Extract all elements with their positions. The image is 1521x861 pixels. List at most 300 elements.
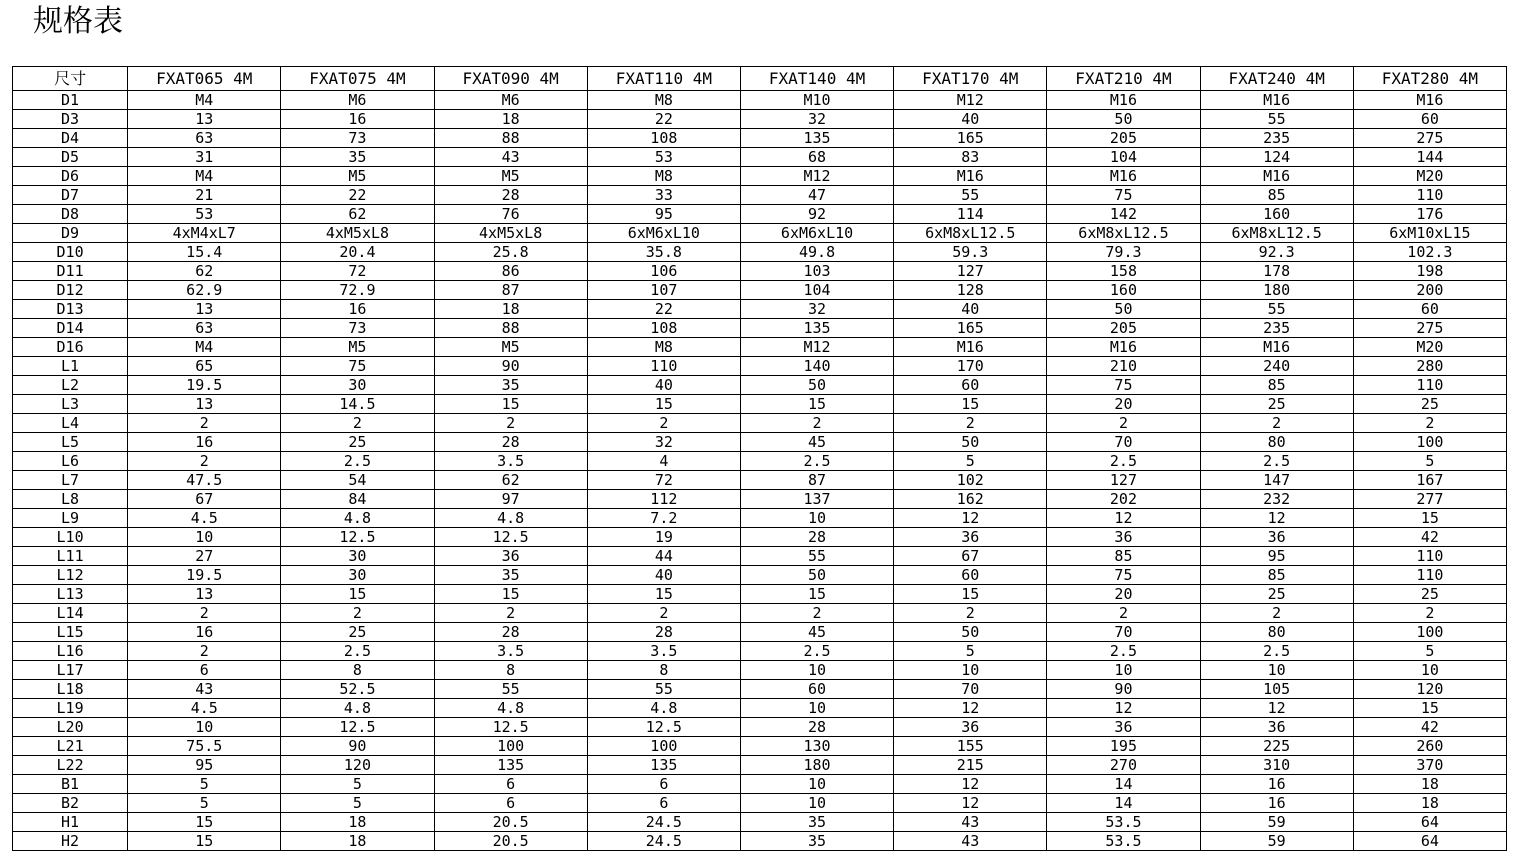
table-cell: 144 bbox=[1353, 148, 1506, 167]
row-label: L19 bbox=[13, 699, 128, 718]
table-row bbox=[13, 281, 1507, 300]
table-cell: 4.8 bbox=[434, 699, 587, 718]
row-label: H1 bbox=[13, 813, 128, 832]
table-cell: 28 bbox=[740, 528, 893, 547]
table-cell: 2 bbox=[740, 604, 893, 623]
table-row bbox=[13, 699, 1507, 718]
table-row bbox=[13, 661, 1507, 680]
table-row bbox=[13, 585, 1507, 604]
row-label: D13 bbox=[13, 300, 128, 319]
table-cell: 86 bbox=[434, 262, 587, 281]
table-row bbox=[13, 680, 1507, 699]
table-cell: 6xM8xL12.5 bbox=[1200, 224, 1353, 243]
table-cell: 12 bbox=[1047, 699, 1200, 718]
table-cell: 102 bbox=[894, 471, 1047, 490]
table-cell: 6 bbox=[434, 794, 587, 813]
table-cell: 12 bbox=[1047, 509, 1200, 528]
table-cell: 15 bbox=[740, 585, 893, 604]
table-cell: 2 bbox=[128, 604, 281, 623]
table-cell: 64 bbox=[1353, 832, 1506, 851]
row-label: B2 bbox=[13, 794, 128, 813]
table-cell: 135 bbox=[740, 319, 893, 338]
table-cell: M5 bbox=[434, 167, 587, 186]
row-label: D12 bbox=[13, 281, 128, 300]
table-cell: 155 bbox=[894, 737, 1047, 756]
table-cell: 100 bbox=[1353, 623, 1506, 642]
table-row bbox=[13, 319, 1507, 338]
table-cell: M12 bbox=[894, 91, 1047, 110]
table-cell: 6xM10xL15 bbox=[1353, 224, 1506, 243]
table-cell: 55 bbox=[434, 680, 587, 699]
table-cell: 32 bbox=[587, 433, 740, 452]
table-cell: 95 bbox=[1200, 547, 1353, 566]
table-cell: 80 bbox=[1200, 623, 1353, 642]
row-label: L15 bbox=[13, 623, 128, 642]
table-row bbox=[13, 547, 1507, 566]
column-header-model: FXAT090 4M bbox=[434, 67, 587, 91]
table-cell: 32 bbox=[740, 110, 893, 129]
table-cell: 100 bbox=[434, 737, 587, 756]
table-cell: 12 bbox=[894, 794, 1047, 813]
table-cell: 13 bbox=[128, 110, 281, 129]
table-cell: 2 bbox=[1200, 414, 1353, 433]
table-cell: 176 bbox=[1353, 205, 1506, 224]
column-header-dimension: 尺寸 bbox=[13, 67, 128, 91]
table-cell: 100 bbox=[1353, 433, 1506, 452]
table-cell: 2 bbox=[434, 414, 587, 433]
row-label: L8 bbox=[13, 490, 128, 509]
table-cell: 10 bbox=[740, 509, 893, 528]
table-cell: 8 bbox=[281, 661, 434, 680]
table-cell: 20 bbox=[1047, 395, 1200, 414]
row-label: D14 bbox=[13, 319, 128, 338]
table-cell: 18 bbox=[1353, 794, 1506, 813]
table-cell: 28 bbox=[587, 623, 740, 642]
table-cell: 62.9 bbox=[128, 281, 281, 300]
row-label: L10 bbox=[13, 528, 128, 547]
table-cell: 16 bbox=[128, 433, 281, 452]
table-cell: M10 bbox=[740, 91, 893, 110]
table-cell: 104 bbox=[740, 281, 893, 300]
table-cell: 2 bbox=[281, 604, 434, 623]
table-cell: M8 bbox=[587, 91, 740, 110]
table-cell: 36 bbox=[894, 718, 1047, 737]
table-row bbox=[13, 832, 1507, 851]
table-cell: 8 bbox=[587, 661, 740, 680]
row-label: D4 bbox=[13, 129, 128, 148]
table-cell: 178 bbox=[1200, 262, 1353, 281]
table-cell: 54 bbox=[281, 471, 434, 490]
table-cell: 198 bbox=[1353, 262, 1506, 281]
table-cell: 3.5 bbox=[434, 452, 587, 471]
row-label: L9 bbox=[13, 509, 128, 528]
column-header-model: FXAT110 4M bbox=[587, 67, 740, 91]
table-cell: 92.3 bbox=[1200, 243, 1353, 262]
table-cell: 15 bbox=[128, 813, 281, 832]
table-cell: 43 bbox=[128, 680, 281, 699]
table-cell: 110 bbox=[1353, 547, 1506, 566]
table-cell: 6xM8xL12.5 bbox=[894, 224, 1047, 243]
table-row bbox=[13, 395, 1507, 414]
table-cell: 2 bbox=[434, 604, 587, 623]
table-cell: 95 bbox=[128, 756, 281, 775]
table-cell: 59 bbox=[1200, 813, 1353, 832]
table-row bbox=[13, 91, 1507, 110]
table-row bbox=[13, 433, 1507, 452]
table-cell: 42 bbox=[1353, 718, 1506, 737]
table-cell: 5 bbox=[1353, 642, 1506, 661]
table-cell: 25 bbox=[281, 433, 434, 452]
table-cell: 20 bbox=[1047, 585, 1200, 604]
table-cell: 67 bbox=[894, 547, 1047, 566]
table-cell: 4.8 bbox=[281, 699, 434, 718]
table-cell: 31 bbox=[128, 148, 281, 167]
table-cell: 55 bbox=[1200, 300, 1353, 319]
table-cell: 50 bbox=[740, 566, 893, 585]
table-row bbox=[13, 604, 1507, 623]
table-cell: M16 bbox=[1200, 167, 1353, 186]
table-cell: 12 bbox=[894, 509, 1047, 528]
table-cell: 85 bbox=[1200, 566, 1353, 585]
table-cell: 2 bbox=[587, 604, 740, 623]
table-cell: 55 bbox=[1200, 110, 1353, 129]
table-cell: 106 bbox=[587, 262, 740, 281]
table-cell: 72 bbox=[587, 471, 740, 490]
table-cell: 2 bbox=[128, 642, 281, 661]
table-cell: 260 bbox=[1353, 737, 1506, 756]
table-row bbox=[13, 186, 1507, 205]
table-cell: 14 bbox=[1047, 794, 1200, 813]
table-cell: 16 bbox=[1200, 775, 1353, 794]
table-cell: 124 bbox=[1200, 148, 1353, 167]
table-cell: 15 bbox=[587, 585, 740, 604]
table-cell: 4.5 bbox=[128, 699, 281, 718]
table-cell: 280 bbox=[1353, 357, 1506, 376]
table-cell: 114 bbox=[894, 205, 1047, 224]
row-label: L5 bbox=[13, 433, 128, 452]
table-cell: 108 bbox=[587, 319, 740, 338]
table-cell: M6 bbox=[434, 91, 587, 110]
table-cell: 18 bbox=[434, 110, 587, 129]
table-cell: 108 bbox=[587, 129, 740, 148]
table-cell: 90 bbox=[281, 737, 434, 756]
table-cell: 195 bbox=[1047, 737, 1200, 756]
table-cell: 202 bbox=[1047, 490, 1200, 509]
table-cell: M12 bbox=[740, 338, 893, 357]
column-header-model: FXAT210 4M bbox=[1047, 67, 1200, 91]
row-label: L18 bbox=[13, 680, 128, 699]
table-cell: 15.4 bbox=[128, 243, 281, 262]
table-cell: 128 bbox=[894, 281, 1047, 300]
table-cell: 13 bbox=[128, 585, 281, 604]
table-cell: 21 bbox=[128, 186, 281, 205]
table-row bbox=[13, 509, 1507, 528]
row-label: D5 bbox=[13, 148, 128, 167]
table-cell: 4xM4xL7 bbox=[128, 224, 281, 243]
table-cell: 180 bbox=[740, 756, 893, 775]
table-cell: 25 bbox=[1200, 395, 1353, 414]
table-cell: 24.5 bbox=[587, 832, 740, 851]
table-row bbox=[13, 642, 1507, 661]
table-cell: 100 bbox=[587, 737, 740, 756]
row-label: D7 bbox=[13, 186, 128, 205]
row-label: L7 bbox=[13, 471, 128, 490]
table-cell: 20.4 bbox=[281, 243, 434, 262]
table-cell: 50 bbox=[1047, 110, 1200, 129]
table-cell: 370 bbox=[1353, 756, 1506, 775]
table-cell: 105 bbox=[1200, 680, 1353, 699]
table-cell: 3.5 bbox=[434, 642, 587, 661]
table-cell: M16 bbox=[894, 338, 1047, 357]
table-cell: 127 bbox=[1047, 471, 1200, 490]
table-cell: 33 bbox=[587, 186, 740, 205]
table-cell: 28 bbox=[434, 623, 587, 642]
table-cell: 92 bbox=[740, 205, 893, 224]
table-cell: 24.5 bbox=[587, 813, 740, 832]
table-cell: 110 bbox=[1353, 376, 1506, 395]
table-cell: 63 bbox=[128, 129, 281, 148]
table-cell: 40 bbox=[894, 300, 1047, 319]
table-cell: 59 bbox=[1200, 832, 1353, 851]
table-cell: 75 bbox=[1047, 186, 1200, 205]
table-cell: 15 bbox=[587, 395, 740, 414]
table-cell: 2 bbox=[740, 414, 893, 433]
table-cell: 15 bbox=[894, 585, 1047, 604]
table-cell: 140 bbox=[740, 357, 893, 376]
table-cell: M8 bbox=[587, 167, 740, 186]
table-cell: 60 bbox=[1353, 110, 1506, 129]
table-row bbox=[13, 737, 1507, 756]
table-cell: 25.8 bbox=[434, 243, 587, 262]
table-cell: 60 bbox=[894, 376, 1047, 395]
table-cell: 19.5 bbox=[128, 376, 281, 395]
table-cell: 65 bbox=[128, 357, 281, 376]
table-cell: M4 bbox=[128, 167, 281, 186]
table-cell: 158 bbox=[1047, 262, 1200, 281]
table-cell: 22 bbox=[587, 300, 740, 319]
table-cell: 15 bbox=[434, 585, 587, 604]
table-cell: M12 bbox=[740, 167, 893, 186]
row-label: L12 bbox=[13, 566, 128, 585]
row-label: D11 bbox=[13, 262, 128, 281]
table-cell: 79.3 bbox=[1047, 243, 1200, 262]
table-row bbox=[13, 167, 1507, 186]
table-cell: 12.5 bbox=[281, 718, 434, 737]
table-cell: 2 bbox=[894, 604, 1047, 623]
table-cell: 232 bbox=[1200, 490, 1353, 509]
table-cell: 235 bbox=[1200, 319, 1353, 338]
table-cell: 32 bbox=[740, 300, 893, 319]
table-cell: 215 bbox=[894, 756, 1047, 775]
table-cell: 130 bbox=[740, 737, 893, 756]
table-cell: 13 bbox=[128, 300, 281, 319]
row-label: B1 bbox=[13, 775, 128, 794]
table-cell: 135 bbox=[740, 129, 893, 148]
row-label: L6 bbox=[13, 452, 128, 471]
table-cell: 60 bbox=[1353, 300, 1506, 319]
table-cell: 85 bbox=[1047, 547, 1200, 566]
table-cell: 52.5 bbox=[281, 680, 434, 699]
table-cell: 45 bbox=[740, 623, 893, 642]
table-cell: 70 bbox=[1047, 623, 1200, 642]
table-header bbox=[13, 67, 1507, 91]
table-cell: 84 bbox=[281, 490, 434, 509]
table-cell: 59.3 bbox=[894, 243, 1047, 262]
table-cell: 127 bbox=[894, 262, 1047, 281]
table-cell: 90 bbox=[1047, 680, 1200, 699]
table-cell: 2 bbox=[894, 414, 1047, 433]
table-cell: M16 bbox=[1047, 167, 1200, 186]
table-cell: 62 bbox=[281, 205, 434, 224]
row-label: L16 bbox=[13, 642, 128, 661]
table-row bbox=[13, 243, 1507, 262]
table-cell: 205 bbox=[1047, 129, 1200, 148]
table-cell: 19 bbox=[587, 528, 740, 547]
table-row bbox=[13, 300, 1507, 319]
table-cell: 36 bbox=[1200, 718, 1353, 737]
table-cell: 36 bbox=[434, 547, 587, 566]
table-cell: 10 bbox=[1047, 661, 1200, 680]
table-cell: 60 bbox=[894, 566, 1047, 585]
table-cell: 25 bbox=[281, 623, 434, 642]
table-cell: 62 bbox=[434, 471, 587, 490]
table-cell: 2 bbox=[128, 452, 281, 471]
table-cell: 35.8 bbox=[587, 243, 740, 262]
table-cell: 88 bbox=[434, 129, 587, 148]
table-cell: 162 bbox=[894, 490, 1047, 509]
table-cell: 60 bbox=[740, 680, 893, 699]
table-cell: 55 bbox=[740, 547, 893, 566]
column-header-model: FXAT280 4M bbox=[1353, 67, 1506, 91]
table-cell: 10 bbox=[1200, 661, 1353, 680]
table-cell: 50 bbox=[894, 433, 1047, 452]
table-cell: 10 bbox=[740, 775, 893, 794]
row-label: D16 bbox=[13, 338, 128, 357]
table-cell: 35 bbox=[434, 376, 587, 395]
table-cell: 67 bbox=[128, 490, 281, 509]
table-cell: 10 bbox=[740, 661, 893, 680]
table-cell: 75 bbox=[1047, 566, 1200, 585]
table-cell: 88 bbox=[434, 319, 587, 338]
row-label: D6 bbox=[13, 167, 128, 186]
table-cell: 18 bbox=[281, 832, 434, 851]
table-cell: 103 bbox=[740, 262, 893, 281]
table-cell: M16 bbox=[894, 167, 1047, 186]
table-cell: 15 bbox=[894, 395, 1047, 414]
table-cell: M16 bbox=[1047, 91, 1200, 110]
column-header-model: FXAT170 4M bbox=[894, 67, 1047, 91]
table-row bbox=[13, 262, 1507, 281]
table-cell: M5 bbox=[434, 338, 587, 357]
table-cell: 53.5 bbox=[1047, 813, 1200, 832]
table-cell: 107 bbox=[587, 281, 740, 300]
table-cell: M5 bbox=[281, 338, 434, 357]
table-cell: 72.9 bbox=[281, 281, 434, 300]
table-cell: 36 bbox=[1047, 718, 1200, 737]
table-cell: 10 bbox=[128, 528, 281, 547]
table-cell: 40 bbox=[587, 376, 740, 395]
row-label: L21 bbox=[13, 737, 128, 756]
table-cell: 200 bbox=[1353, 281, 1506, 300]
table-cell: 22 bbox=[281, 186, 434, 205]
table-row bbox=[13, 357, 1507, 376]
table-cell: 40 bbox=[894, 110, 1047, 129]
column-header-model: FXAT065 4M bbox=[128, 67, 281, 91]
table-cell: 12 bbox=[894, 699, 1047, 718]
table-cell: M16 bbox=[1047, 338, 1200, 357]
row-label: L2 bbox=[13, 376, 128, 395]
table-cell: 110 bbox=[1353, 186, 1506, 205]
table-cell: 112 bbox=[587, 490, 740, 509]
row-label: D9 bbox=[13, 224, 128, 243]
table-cell: 170 bbox=[894, 357, 1047, 376]
table-cell: 10 bbox=[894, 661, 1047, 680]
table-row bbox=[13, 813, 1507, 832]
table-cell: 120 bbox=[1353, 680, 1506, 699]
table-cell: 40 bbox=[587, 566, 740, 585]
table-cell: 165 bbox=[894, 129, 1047, 148]
table-cell: 43 bbox=[894, 832, 1047, 851]
table-cell: 35 bbox=[740, 813, 893, 832]
table-cell: 14.5 bbox=[281, 395, 434, 414]
table-row bbox=[13, 205, 1507, 224]
table-cell: 240 bbox=[1200, 357, 1353, 376]
table-cell: 210 bbox=[1047, 357, 1200, 376]
table-row bbox=[13, 471, 1507, 490]
table-cell: 36 bbox=[894, 528, 1047, 547]
table-cell: M4 bbox=[128, 91, 281, 110]
table-cell: 120 bbox=[281, 756, 434, 775]
table-cell: 72 bbox=[281, 262, 434, 281]
row-label: L20 bbox=[13, 718, 128, 737]
table-cell: M5 bbox=[281, 167, 434, 186]
table-cell: 18 bbox=[434, 300, 587, 319]
table-cell: 15 bbox=[1353, 509, 1506, 528]
table-cell: 18 bbox=[281, 813, 434, 832]
table-row bbox=[13, 110, 1507, 129]
table-cell: 4xM5xL8 bbox=[281, 224, 434, 243]
header-row bbox=[13, 67, 1507, 91]
table-row bbox=[13, 414, 1507, 433]
table-cell: 102.3 bbox=[1353, 243, 1506, 262]
table-cell: 80 bbox=[1200, 433, 1353, 452]
table-cell: 30 bbox=[281, 566, 434, 585]
table-cell: 90 bbox=[434, 357, 587, 376]
table-cell: 10 bbox=[1353, 661, 1506, 680]
row-label: L17 bbox=[13, 661, 128, 680]
table-cell: 4.8 bbox=[434, 509, 587, 528]
table-cell: M16 bbox=[1200, 338, 1353, 357]
table-cell: 5 bbox=[128, 775, 281, 794]
table-cell: 53 bbox=[128, 205, 281, 224]
table-cell: 2 bbox=[1353, 604, 1506, 623]
table-row bbox=[13, 338, 1507, 357]
table-cell: 10 bbox=[740, 699, 893, 718]
table-cell: 2.5 bbox=[1047, 452, 1200, 471]
row-label: L13 bbox=[13, 585, 128, 604]
column-header-model: FXAT240 4M bbox=[1200, 67, 1353, 91]
table-cell: 28 bbox=[434, 186, 587, 205]
table-cell: 225 bbox=[1200, 737, 1353, 756]
table-cell: M16 bbox=[1353, 91, 1506, 110]
table-cell: 5 bbox=[128, 794, 281, 813]
row-label: L14 bbox=[13, 604, 128, 623]
table-cell: 53 bbox=[587, 148, 740, 167]
table-cell: 2 bbox=[281, 414, 434, 433]
table-cell: 2 bbox=[587, 414, 740, 433]
table-cell: 6xM6xL10 bbox=[587, 224, 740, 243]
row-label: H2 bbox=[13, 832, 128, 851]
